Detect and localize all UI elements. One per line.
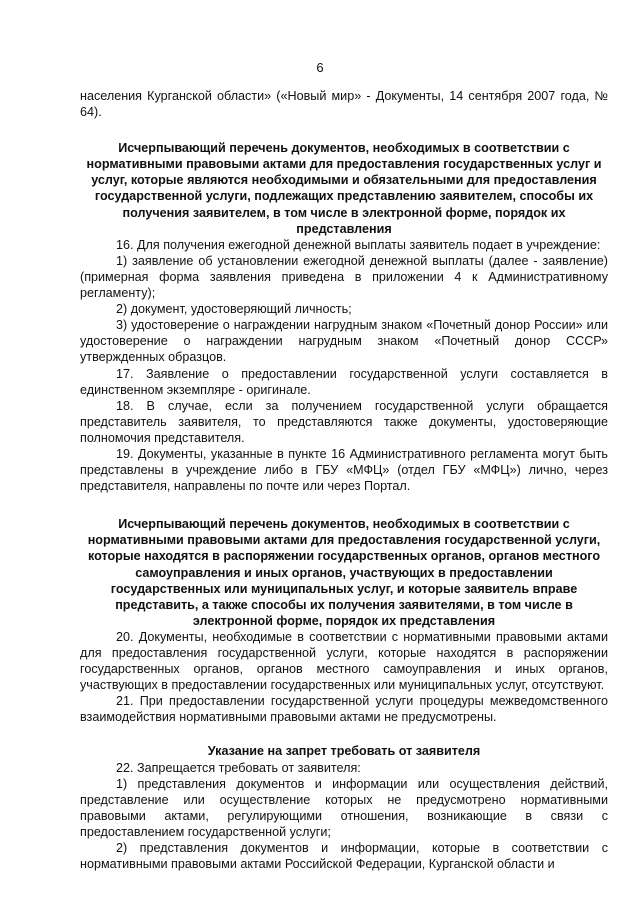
page-number: 6 bbox=[316, 60, 324, 75]
paragraph-continuation: населения Курганской области» («Новый мир» - Документы, 14 сентября 2007 года, № 64). bbox=[80, 89, 608, 120]
paragraph-22-item-1: 1) представления документов и информации или осуществления действий, представление или осуществление которых не предусмотрено нормативными правовыми актами, регулирующими отношения, возникающие в связи с предоставлением государственной услуги; bbox=[80, 776, 608, 839]
paragraph-17: 17. Заявление о предоставлении государственной услуги составляется в единственном экземпляре - оригинале. bbox=[80, 366, 608, 397]
document-body bbox=[80, 88, 608, 872]
paragraph-21: 21. При предоставлении государственной услуги процедуры межведомственного взаимодействия нормативными правовыми актами не предусмотрены. bbox=[80, 694, 608, 725]
section-heading-documents-list: Исчерпывающий перечень документов, необходимых в соответствии с нормативными правовыми актами для предоставления государственных услуг и услуг, которые являются необходимыми и обязательными для предоставления государственной услуги, подлежащих представлению заявителем, способы их получения заявителем, в том числе в электронной форме, порядок их представления bbox=[86, 141, 602, 236]
paragraph-16: 16. Для получения ежегодной денежной выплаты заявитель подает в учреждение: bbox=[116, 237, 601, 252]
paragraph-16-item-1: 1) заявление об установлении ежегодной денежной выплаты (далее - заявление) (примерная форма заявления приведена в приложении 4 к Административному регламенту); bbox=[80, 253, 608, 301]
section-heading-interagency-documents: Исчерпывающий перечень документов, необходимых в соответствии с нормативными правовыми актами для предоставления государственной услуги, которые находятся в распоряжении государственных органов, органов местного самоуправления и иных органов, участвующих в предоставлении государственных или муниципальных услуг, и которые заявитель вправе представить, а также способы их получения заявителями, в том числе в электронной форме, порядок их представления bbox=[87, 517, 601, 628]
section-heading-prohibition: Указание на запрет требовать от заявителя bbox=[207, 744, 481, 759]
paragraph-22: 22. Запрещается требовать от заявителя: bbox=[116, 760, 361, 775]
paragraph-22-item-2: 2) представления документов и информации, которые в соответствии с нормативными правовыми актами Российской Федерации, Курганской области и bbox=[80, 841, 608, 872]
paragraph-19: 19. Документы, указанные в пункте 16 Административного регламента могут быть представлены в учреждение либо в ГБУ «МФЦ» (отдел ГБУ «МФЦ») лично, через представителя, направлены по почте или через Портал. bbox=[80, 446, 608, 494]
paragraph-16-item-2: 2) документ, удостоверяющий личность; bbox=[116, 302, 352, 317]
paragraph-18: 18. В случае, если за получением государственной услуги обращается представитель заявителя, то представляются также документы, удостоверяющие полномочия представителя. bbox=[80, 398, 608, 445]
paragraph-16-item-3: 3) удостоверение о награждении нагрудным знаком «Почетный донор России» или удостоверение о награждении нагрудным знаком «Почетный донор СССР» утвержденных образцов. bbox=[80, 318, 608, 365]
paragraph-20: 20. Документы, необходимые в соответствии с нормативными правовыми актами для предоставления государственной услуги, которые находятся в распоряжении государственных органов, органов местного самоуправления и иных органов, участвующих в предоставлении государственных или муниципальных услуг, отсутствуют. bbox=[80, 629, 608, 693]
